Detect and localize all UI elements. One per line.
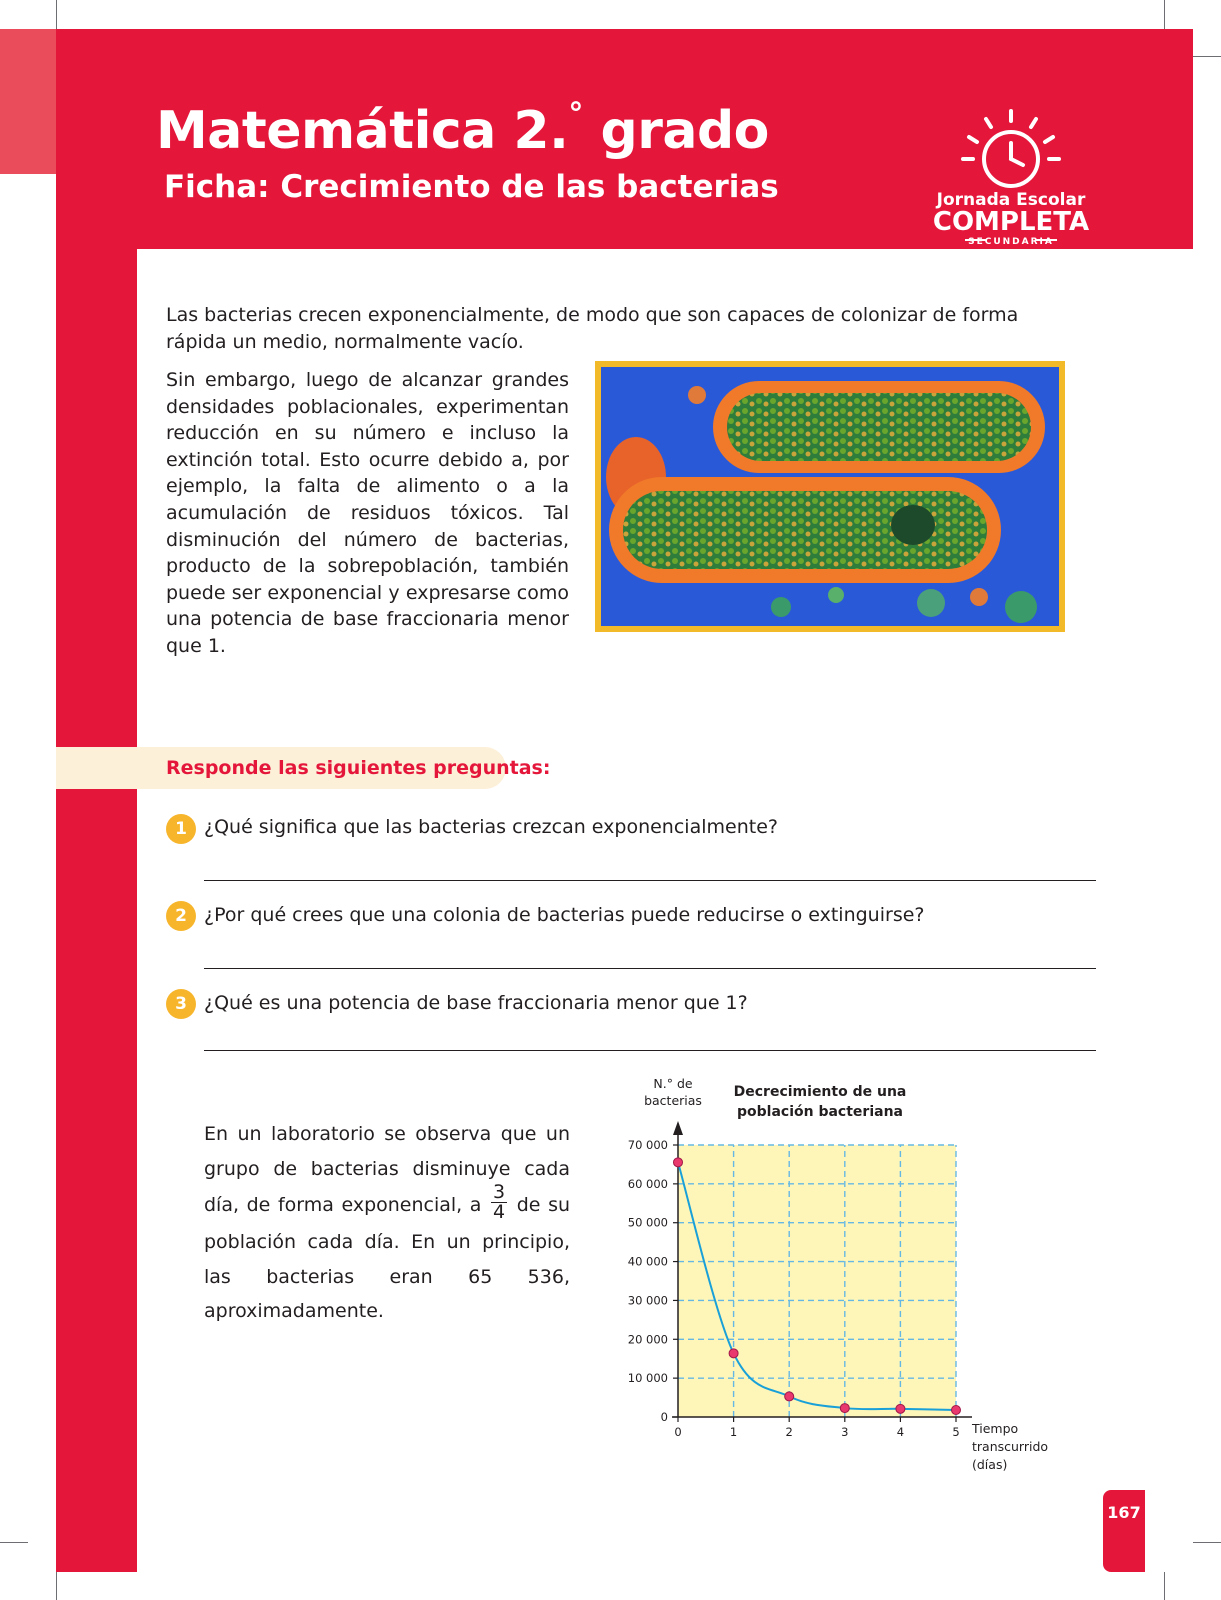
chart-data-point [674, 1158, 683, 1167]
question-2-number: 2 [166, 901, 196, 931]
page-subtitle: Ficha: Crecimiento de las bacterias [164, 169, 779, 205]
left-margin-band [56, 29, 137, 1572]
answer-line-2[interactable] [204, 968, 1096, 969]
crop-mark [1193, 56, 1221, 57]
chart-data-point [785, 1392, 794, 1401]
chart-x-axis-label-line-3: (días) [972, 1457, 1008, 1472]
questions-header: Responde las siguientes preguntas: [166, 757, 551, 779]
crop-mark [1164, 1572, 1165, 1600]
chart-data-point [840, 1404, 849, 1413]
crop-mark [0, 1542, 28, 1543]
chart-y-tick-label: 50 000 [627, 1215, 668, 1230]
question-3-text: ¿Qué es una potencia de base fraccionaria menor que 1? [204, 992, 748, 1014]
chart-y-tick-label: 0 [660, 1410, 668, 1424]
chart-x-tick-label: 2 [785, 1425, 793, 1439]
bacteria-decay-chart [600, 1075, 1049, 1480]
chart-x-tick-label: 1 [729, 1425, 738, 1439]
svg-text:SECUNDARIA: SECUNDARIA [968, 237, 1054, 247]
chart-y-tick-label: 40 000 [627, 1254, 668, 1269]
chart-x-tick-label: 0 [674, 1425, 682, 1439]
chart-y-tick-label: 70 000 [627, 1138, 668, 1152]
fraction-three-quarters: $\frac{3}{4}$ [493, 1181, 506, 1223]
page-number: 167 [1107, 1503, 1141, 1522]
question-1-number: 1 [166, 814, 196, 844]
page-header [56, 29, 1193, 249]
chart-y-axis-label-line-1: N.° de [653, 1076, 693, 1091]
question-2-text: ¿Por qué crees que una colonia de bacterias puede reducirse o extinguirse? [204, 904, 925, 926]
chart-title-line-1: Decrecimiento de una [733, 1084, 907, 1100]
chart-y-tick-label: 20 000 [627, 1332, 668, 1347]
chart-plot-area [678, 1145, 956, 1417]
chart-y-axis-arrow [673, 1121, 683, 1135]
page-title: Matemática 2.° grado [156, 97, 769, 161]
chart-x-tick-label: 4 [896, 1425, 905, 1439]
chart-x-axis-label-line-1: Tiempo [972, 1421, 1019, 1436]
crop-mark [56, 1572, 57, 1600]
question-3-number: 3 [166, 989, 196, 1019]
chart-data-point [896, 1404, 905, 1413]
jornada-escolar-completa-logo [931, 107, 1091, 247]
question-1-text: ¿Qué significa que las bacterias crezcan exponencialmente? [204, 816, 778, 838]
chart-x-tick-label: 3 [841, 1425, 849, 1439]
chart-data-point [729, 1349, 738, 1358]
chart-y-tick-label: 10 000 [627, 1371, 668, 1386]
left-margin-tab [0, 29, 56, 174]
chart-x-tick-label: 5 [952, 1425, 960, 1439]
bacteria-micrograph-image [601, 367, 1059, 626]
intro-paragraph-2: Sin embargo, luego de alcanzar grandes densidades poblacionales, experimentan reducción en su número e incluso la extinción total. Esto ocurre debido a, por ejemplo, la falta de alimento o a la acumulación de residuos tóxicos. Tal disminución del número de bacterias, producto de la sobrepoblación, también puede ser exponencial y expresarse como una potencia de base fraccionaria menor que 1. [166, 369, 569, 657]
svg-text:COMPLETA: COMPLETA [932, 207, 1090, 237]
crop-mark [1164, 0, 1165, 29]
intro-paragraph-1: Las bacterias crecen exponencialmente, de modo que son capaces de colonizar de forma rápida un medio, normalmente vacío. [166, 304, 1019, 353]
crop-mark [1193, 1542, 1221, 1543]
chart-y-tick-label: 60 000 [627, 1176, 668, 1191]
chart-y-axis-label-line-2: bacterias [644, 1093, 702, 1108]
bacteria-photo [595, 361, 1065, 632]
answer-line-1[interactable] [204, 880, 1096, 881]
chart-data-point [952, 1406, 961, 1415]
chart-x-axis-label-line-2: transcurrido [972, 1439, 1049, 1454]
lab-problem-text: En un laboratorio se observa que un grupo de bacterias disminuye cada día, de forma exponencial, a $\frac{3}{4}$ de su población cada día. En un principio, las bacterias eran 65 536, aproximadamente. [204, 1123, 571, 1322]
answer-line-3[interactable] [204, 1050, 1096, 1051]
chart-y-tick-label: 30 000 [627, 1293, 668, 1308]
crop-mark [56, 0, 57, 29]
svg-text:Jornada Escolar: Jornada Escolar [936, 190, 1086, 210]
chart-title-line-2: población bacteriana [737, 1104, 903, 1120]
